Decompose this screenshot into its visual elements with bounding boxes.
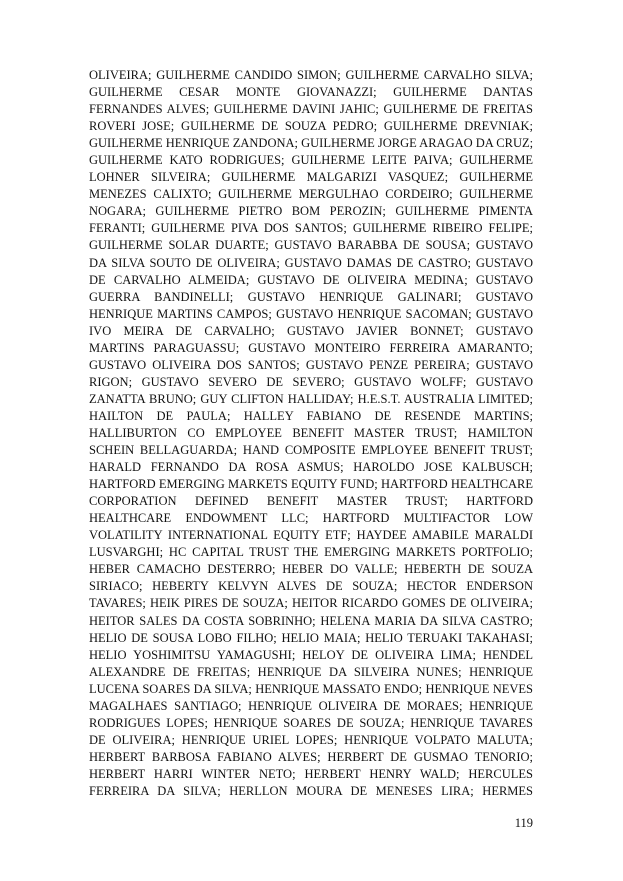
text-line: GUILHERME SOLAR DUARTE; GUSTAVO BARABBA DE SOUSA; GUSTAVO — [89, 238, 533, 253]
text-line: HEBER CAMACHO DESTERRO; HEBER DO VALLE; HEBERTH DE SOUZA — [89, 562, 533, 577]
text-line: SIRIACO; HEBERTY KELVYN ALVES DE SOUZA; HECTOR ENDERSON — [89, 579, 533, 594]
text-line: GUILHERME KATO RODRIGUES; GUILHERME LEITE PAIVA; GUILHERME — [89, 153, 533, 168]
text-line: OLIVEIRA; GUILHERME CANDIDO SIMON; GUILHERME CARVALHO SILVA; — [89, 68, 533, 82]
text-line: FERNANDES ALVES; GUILHERME DAVINI JAHIC; GUILHERME DE FREITAS — [89, 102, 533, 117]
text-line: SCHEIN BELLAGUARDA; HAND COMPOSITE EMPLOYEE BENEFIT TRUST; — [89, 443, 533, 458]
page-number: 119 — [514, 816, 533, 830]
text-line: GUSTAVO OLIVEIRA DOS SANTOS; GUSTAVO PENZE PEREIRA; GUSTAVO — [89, 357, 533, 372]
text-line: TAVARES; HEIK PIRES DE SOUZA; HEITOR RICARDO GOMES DE OLIVEIRA; — [89, 596, 533, 611]
text-line: HALLIBURTON CO EMPLOYEE BENEFIT MASTER TRUST; HAMILTON — [89, 425, 533, 440]
text-line: HERBERT BARBOSA FABIANO ALVES; HERBERT DE GUSMAO TENORIO; — [89, 749, 533, 764]
text-line: HELIO DE SOUSA LOBO FILHO; HELIO MAIA; HELIO TERUAKI TAKAHASI; — [89, 630, 533, 645]
text-line: HAILTON DE PAULA; HALLEY FABIANO DE RESENDE MARTINS; — [89, 408, 533, 423]
body-text — [89, 67, 533, 800]
text-line: MAGALHAES SANTIAGO; HENRIQUE OLIVEIRA DE MORAES; HENRIQUE — [89, 698, 533, 713]
text-line: FERANTI; GUILHERME PIVA DOS SANTOS; GUILHERME RIBEIRO FELIPE; — [89, 221, 533, 236]
text-line: FERREIRA DA SILVA; HERLLON MOURA DE MENESES LIRA; HERMES — [89, 783, 533, 798]
text-line: RODRIGUES LOPES; HENRIQUE SOARES DE SOUZA; HENRIQUE TAVARES — [89, 715, 533, 730]
text-line: MARTINS PARAGUASSU; GUSTAVO MONTEIRO FERREIRA AMARANTO; — [89, 340, 533, 355]
text-line: LUCENA SOARES DA SILVA; HENRIQUE MASSATO ENDO; HENRIQUE NEVES — [89, 681, 533, 696]
text-line: HARALD FERNANDO DA ROSA ASMUS; HAROLDO JOSE KALBUSCH; — [89, 460, 533, 475]
text-line: GUILHERME HENRIQUE ZANDONA; GUILHERME JORGE ARAGAO DA CRUZ; — [89, 136, 533, 151]
text-line: HEITOR SALES DA COSTA SOBRINHO; HELENA MARIA DA SILVA CASTRO; — [89, 613, 533, 628]
text-line: GUERRA BANDINELLI; GUSTAVO HENRIQUE GALINARI; GUSTAVO — [89, 289, 533, 304]
text-line: HENRIQUE MARTINS CAMPOS; GUSTAVO HENRIQUE SACOMAN; GUSTAVO — [89, 306, 533, 321]
text-line: IVO MEIRA DE CARVALHO; GUSTAVO JAVIER BONNET; GUSTAVO — [89, 323, 533, 338]
text-line: HELIO YOSHIMITSU YAMAGUSHI; HELOY DE OLIVEIRA LIMA; HENDEL — [89, 647, 533, 662]
text-line: ROVERI JOSE; GUILHERME DE SOUZA PEDRO; GUILHERME DREVNIAK; — [89, 119, 533, 134]
text-line: ZANATTA BRUNO; GUY CLIFTON HALLIDAY; H.E.S.T. AUSTRALIA LIMITED; — [89, 391, 533, 406]
text-line: HARTFORD EMERGING MARKETS EQUITY FUND; HARTFORD HEALTHCARE — [89, 477, 533, 492]
text-line: ALEXANDRE DE FREITAS; HENRIQUE DA SILVEIRA NUNES; HENRIQUE — [89, 664, 533, 679]
text-line: DE OLIVEIRA; HENRIQUE URIEL LOPES; HENRIQUE VOLPATO MALUTA; — [89, 732, 533, 747]
text-line: DA SILVA SOUTO DE OLIVEIRA; GUSTAVO DAMAS DE CASTRO; GUSTAVO — [89, 255, 533, 270]
text-line: HEALTHCARE ENDOWMENT LLC; HARTFORD MULTIFACTOR LOW — [89, 511, 533, 526]
text-line: DE CARVALHO ALMEIDA; GUSTAVO DE OLIVEIRA MEDINA; GUSTAVO — [89, 272, 533, 287]
text-line: CORPORATION DEFINED BENEFIT MASTER TRUST; HARTFORD — [89, 494, 533, 509]
text-line: LOHNER SILVEIRA; GUILHERME MALGARIZI VASQUEZ; GUILHERME — [89, 170, 533, 185]
text-line: MENEZES CALIXTO; GUILHERME MERGULHAO CORDEIRO; GUILHERME — [89, 187, 533, 202]
text-line: LUSVARGHI; HC CAPITAL TRUST THE EMERGING MARKETS PORTFOLIO; — [89, 545, 533, 560]
text-line: HERBERT HARRI WINTER NETO; HERBERT HENRY WALD; HERCULES — [89, 766, 533, 781]
text-line: RIGON; GUSTAVO SEVERO DE SEVERO; GUSTAVO WOLFF; GUSTAVO — [89, 374, 533, 389]
text-line: VOLATILITY INTERNATIONAL EQUITY ETF; HAYDEE AMABILE MARALDI — [89, 528, 533, 543]
text-line: NOGARA; GUILHERME PIETRO BOM PEROZIN; GUILHERME PIMENTA — [89, 204, 533, 219]
text-line: GUILHERME CESAR MONTE GIOVANAZZI; GUILHERME DANTAS — [89, 85, 533, 100]
